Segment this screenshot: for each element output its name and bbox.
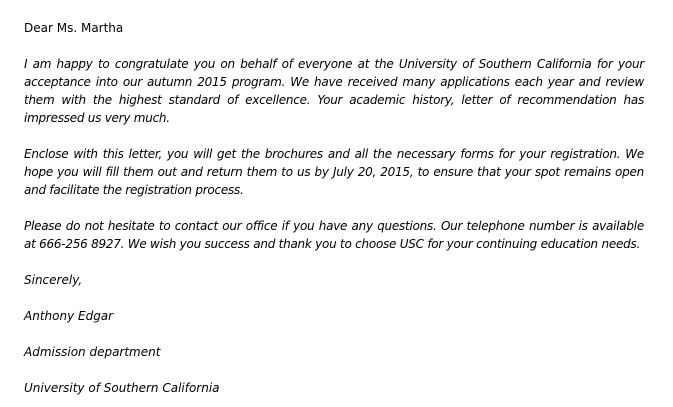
- organization: University of Southern California: [24, 381, 220, 395]
- paragraph-congratulation: I am happy to congratulate you on behalf of everyone at the University of Southern California for your acceptance into our autumn 2015 program. We have received many applications each year and review them with the highest standard of excellence. Your academic history, letter of recommendation has impressed us very much.: [24, 57, 644, 125]
- letter-document: [24, 19, 644, 397]
- closing: Sincerely,: [24, 273, 83, 287]
- paragraph-enclosures: Enclose with this letter, you will get the brochures and all the necessary forms for your registration. We hope you will fill them out and return them to us by July 20, 2015, to ensure that your spot remains open and facilitate the registration process.: [24, 147, 644, 197]
- signature-name: Anthony Edgar: [24, 309, 114, 323]
- department: Admission department: [24, 345, 161, 359]
- salutation: Dear Ms. Martha: [24, 21, 124, 35]
- paragraph-contact: Please do not hesitate to contact our office if you have any questions. Our telephone number is available at 666-256 8927. We wish you success and thank you to choose USC for your continuing education needs.: [24, 219, 644, 251]
